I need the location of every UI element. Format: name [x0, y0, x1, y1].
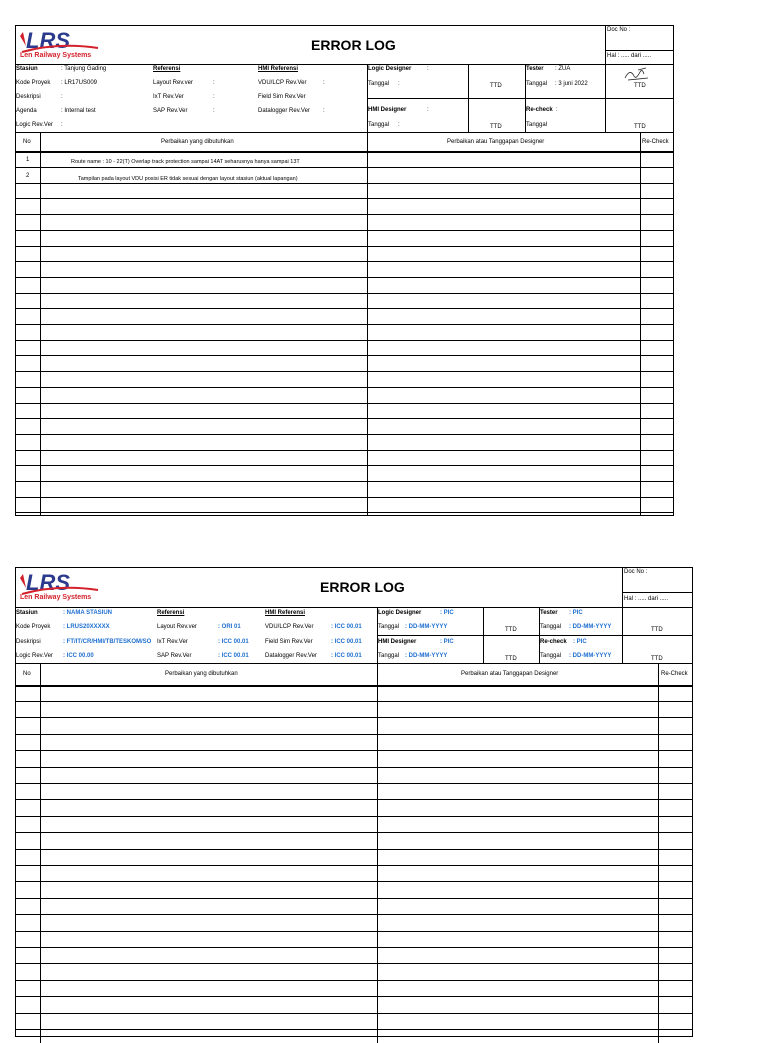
table-row-divider: [15, 418, 674, 419]
table-row-divider: [15, 750, 693, 751]
table-row-divider: [15, 931, 693, 932]
layout-rev-label: Layout Rev.ver: [153, 80, 193, 86]
table-row-divider: [15, 324, 674, 325]
hmi-tanggal-value: :: [398, 122, 400, 128]
table-row-divider: [15, 1013, 693, 1014]
column-header-no: No: [23, 671, 31, 677]
svg-text:LRS: LRS: [26, 570, 70, 595]
table-row-divider: [15, 308, 674, 309]
table-row-divider: [15, 832, 693, 833]
layout-rev-label: Layout Rev.ver: [157, 624, 197, 630]
ixt-rev-value: :: [213, 94, 215, 100]
column-header-recheck: Re-Check: [661, 671, 688, 677]
datalogger-value: :: [323, 108, 325, 114]
table-row-divider: [15, 277, 674, 278]
logic-designer-label: Logic Designer: [368, 66, 412, 72]
sap-rev-value: : ICC 00.01: [218, 653, 249, 659]
vdu-rev-label: VDU/LCP Rev.Ver: [265, 624, 314, 630]
tester-value: : PIC: [569, 610, 583, 616]
table-row-divider: [15, 767, 693, 768]
field-sim-label: Field Sim Rev.Ver: [265, 639, 313, 645]
logo-company-name: Len Railway Systems: [20, 594, 92, 601]
row-number: 2: [26, 173, 30, 179]
logic-designer-value: :: [427, 66, 429, 72]
table-row-divider: [15, 403, 674, 404]
recheck-tanggal-value: : DD-MM-YYYY: [569, 653, 612, 659]
layout-rev-value: : ORI 01: [218, 624, 241, 630]
table-row-divider: [15, 293, 674, 294]
ixt-rev-label: IxT Rev.Ver: [153, 94, 184, 100]
datalogger-label: Datalogger Rev.Ver: [258, 108, 310, 114]
sap-rev-label: SAP Rev.Ver: [157, 653, 192, 659]
sap-rev-value: :: [213, 108, 215, 114]
svg-text:LRS: LRS: [26, 28, 70, 53]
tester-tanggal-value: : DD-MM-YYYY: [569, 624, 612, 630]
kode-proyek-label: Kode Proyek: [16, 80, 51, 86]
logic-rev-value: : ICC 00.00: [63, 653, 94, 659]
table-row-divider: [15, 246, 674, 247]
hmi-referensi-heading: HMI Referensi: [265, 610, 306, 616]
logic-tanggal-label: Tanggal: [378, 624, 400, 630]
tester-tanggal-label: Tanggal: [526, 81, 548, 87]
table-row-divider: [15, 434, 674, 435]
table-row-divider: [15, 261, 674, 262]
hmi-designer-value: :: [427, 107, 429, 113]
ixt-rev-label: IxT Rev.Ver: [157, 639, 188, 645]
referensi-heading: Referensi: [153, 66, 181, 72]
logic-rev-label: Logic Rev.Ver: [16, 122, 53, 128]
table-row-divider: [15, 717, 693, 718]
tester-ttd: TTD: [651, 627, 663, 633]
recheck-value: :: [556, 107, 558, 113]
recheck-ttd: TTD: [651, 656, 663, 662]
column-header-tanggapan: Perbaikan atau Tanggapan Designer: [461, 671, 559, 677]
sap-rev-label: SAP Rev.Ver: [153, 108, 188, 114]
lrs-logo: [18, 570, 113, 604]
hmi-tanggal-value: : DD-MM-YYYY: [405, 653, 448, 659]
table-row-divider: [15, 816, 693, 817]
logic-tanggal-value: :: [398, 81, 400, 87]
hmi-referensi-heading: HMI Referensi: [258, 66, 299, 72]
error-log-form-2: [15, 567, 693, 1024]
doc-no-label: Doc No :: [607, 27, 631, 33]
logic-ttd: TTD: [490, 83, 502, 89]
error-table-body: [15, 686, 693, 1026]
hmi-tanggal-label: Tanggal: [378, 653, 400, 659]
table-row-divider: [15, 497, 674, 498]
table-row-divider: [15, 914, 693, 915]
stasiun-label: Stasiun: [16, 66, 38, 72]
deskripsi-label: Deskripsi: [16, 639, 41, 645]
table-row-divider: [15, 996, 693, 997]
lrs-logo: [18, 28, 113, 62]
recheck-tanggal-label: Tanggal: [540, 653, 562, 659]
stasiun-label: Stasiun: [16, 610, 38, 616]
logic-tanggal-label: Tanggal: [368, 81, 390, 87]
logic-designer-value: : PIC: [440, 610, 454, 616]
column-header-no: No: [23, 139, 31, 145]
datalogger-label: Datalogger Rev.Ver: [265, 653, 317, 659]
column-header-perbaikan: Perbaikan yang dibutuhkan: [161, 139, 234, 145]
agenda-value: : Internal test: [61, 108, 96, 114]
column-header-perbaikan: Perbaikan yang dibutuhkan: [165, 671, 238, 677]
deskripsi-label: Deskripsi: [16, 94, 41, 100]
row-text: Tampilan pada layout VDU posisi ER tidak sesuai dengan layout stasiun (aktual lapangan): [78, 176, 298, 182]
table-row-divider: [15, 963, 693, 964]
ixt-rev-value: : ICC 00.01: [218, 639, 249, 645]
logic-rev-value: :: [61, 122, 63, 128]
layout-rev-value: :: [213, 80, 215, 86]
table-row-divider: [15, 898, 693, 899]
error-table-body: [15, 152, 674, 516]
logic-rev-label: Logic Rev.Ver: [16, 653, 53, 659]
table-row-divider: [15, 865, 693, 866]
table-row-divider: [15, 371, 674, 372]
doc-no-label: Doc No :: [624, 569, 648, 575]
table-row-divider: [15, 947, 693, 948]
table-row-divider: [15, 481, 674, 482]
deskripsi-value: : FT/IT/CR/HMI/TB/TESKOM/SO: [63, 639, 152, 645]
table-row-divider: [15, 734, 693, 735]
logic-tanggal-value: : DD-MM-YYYY: [405, 624, 448, 630]
hmi-tanggal-label: Tanggal: [368, 122, 390, 128]
recheck-value: : PIC: [573, 639, 587, 645]
error-log-form-1: [15, 25, 674, 516]
page-counter: Hal : ..... dari .....: [607, 53, 652, 59]
tester-tanggal-value: : 3 juni 2022: [555, 81, 588, 87]
table-row-divider: [15, 167, 674, 168]
table-row-divider: [15, 198, 674, 199]
vdu-rev-label: VDU/LCP Rev.Ver: [258, 80, 307, 86]
logo-company-name: Len Railway Systems: [20, 52, 92, 59]
hmi-designer-label: HMI Designer: [368, 107, 407, 113]
recheck-label: Re-check: [526, 107, 553, 113]
row-number: 1: [26, 157, 30, 163]
table-row-divider: [15, 230, 674, 231]
column-header-recheck: Re-Check: [642, 139, 669, 145]
field-sim-label: Field Sim Rev.Ver: [258, 94, 306, 100]
table-row-divider: [15, 701, 693, 702]
recheck-ttd: TTD: [634, 124, 646, 130]
field-sim-value: : ICC 00.01: [331, 639, 362, 645]
hmi-ttd: TTD: [505, 656, 517, 662]
page-counter: Hal : ..... dari .....: [624, 596, 669, 602]
table-row-divider: [15, 1029, 693, 1030]
vdu-rev-value: :: [323, 80, 325, 86]
table-row-divider: [15, 783, 693, 784]
tester-signature-icon: [622, 66, 652, 84]
hmi-designer-value: : PIC: [440, 639, 454, 645]
table-row-divider: [15, 465, 674, 466]
kode-proyek-label: Kode Proyek: [16, 624, 51, 630]
tester-tanggal-label: Tanggal: [540, 624, 562, 630]
table-row-divider: [15, 980, 693, 981]
table-row-divider: [15, 214, 674, 215]
table-row-divider: [15, 799, 693, 800]
kode-proyek-value: : LR17US009: [61, 80, 98, 86]
stasiun-value: : Tanjung Gading: [61, 66, 107, 72]
datalogger-value: : ICC 00.01: [331, 653, 362, 659]
agenda-label: Agenda: [16, 108, 37, 114]
referensi-heading: Referensi: [157, 610, 185, 616]
table-row-divider: [15, 450, 674, 451]
page-title: ERROR LOG: [311, 37, 396, 53]
deskripsi-value: :: [61, 94, 63, 100]
row-text: Route name : 10 - 22(T) Overlap track protection sampai 14AT seharusnya hanya sampai 13T: [71, 159, 300, 165]
table-row-divider: [15, 512, 674, 513]
table-row-divider: [15, 881, 693, 882]
recheck-tanggal-label: Tanggal: [526, 122, 548, 128]
tester-ttd: TTD: [634, 83, 646, 89]
vdu-rev-value: : ICC 00.01: [331, 624, 362, 630]
tester-value: : ZUA: [555, 66, 571, 72]
hmi-ttd: TTD: [490, 124, 502, 130]
table-row-divider: [15, 355, 674, 356]
recheck-label: Re-check: [540, 639, 567, 645]
logic-designer-label: Logic Designer: [378, 610, 422, 616]
table-row-divider: [15, 183, 674, 184]
page-title: ERROR LOG: [320, 579, 405, 595]
table-row-divider: [15, 387, 674, 388]
tester-label: Tester: [526, 66, 544, 72]
tester-label: Tester: [540, 610, 558, 616]
hmi-designer-label: HMI Designer: [378, 639, 417, 645]
table-row-divider: [15, 340, 674, 341]
logic-ttd: TTD: [505, 627, 517, 633]
column-header-tanggapan: Perbaikan atau Tanggapan Designer: [447, 139, 545, 145]
stasiun-value: : NAMA STASIUN: [63, 610, 112, 616]
kode-proyek-value: : LRUS20XXXXX: [63, 624, 110, 630]
table-row-divider: [15, 849, 693, 850]
